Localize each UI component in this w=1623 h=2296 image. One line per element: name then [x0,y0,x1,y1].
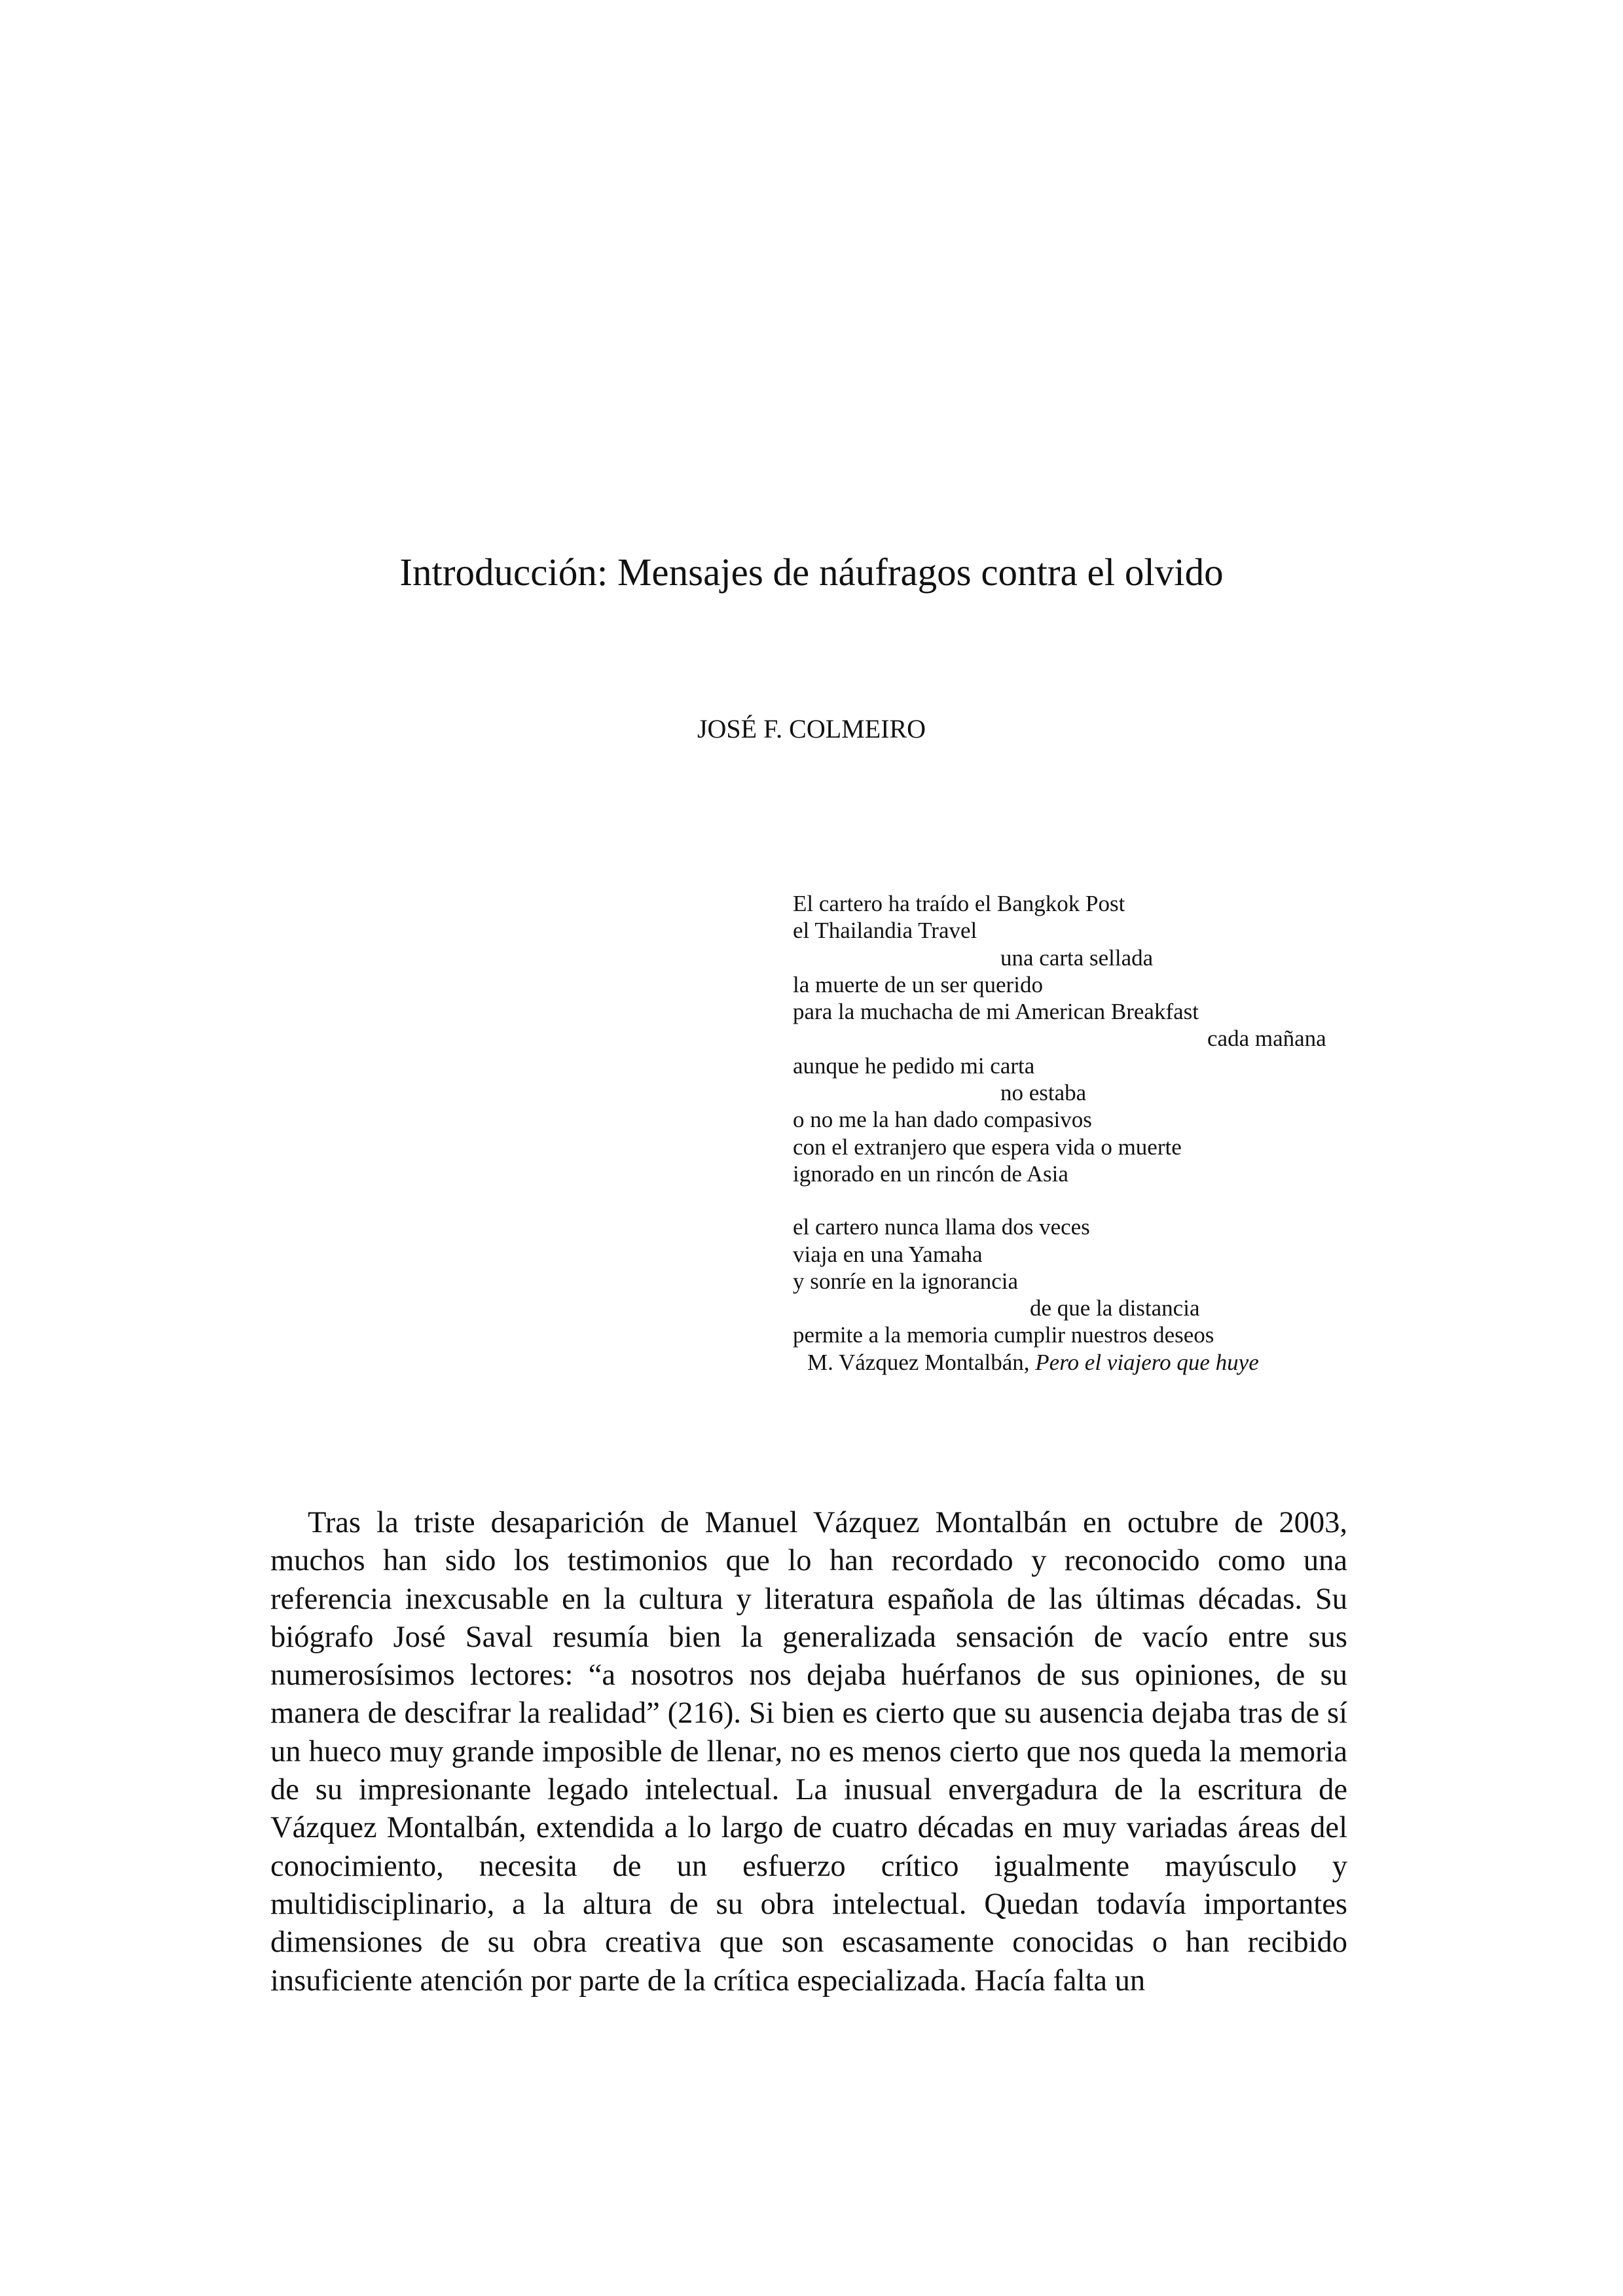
epigraph-line: el cartero nunca llama dos veces [793,1214,1090,1240]
stanza-break [793,1187,1349,1213]
page-title: Introducción: Mensajes de náufragos contra el olvido [399,550,1224,594]
epigraph-line: no estaba [1000,1080,1087,1106]
epigraph-line: de que la distancia [1030,1295,1200,1321]
epigraph-line: El cartero ha traído el Bangkok Post [793,891,1125,916]
epigraph-line: aunque he pedido mi carta [793,1052,1035,1079]
epigraph-line: cada mañana [1207,1026,1326,1052]
epigraph-line: viaja en una Yamaha [793,1241,983,1267]
body-paragraph: Tras la triste desaparición de Manuel Vázquez Montalbán en octubre de 2003, muchos han sido los testimonios que lo han recordado y reconocido como una referencia inexcusable en la cultura y literatura española de las últimas décadas. Su biógrafo José Saval resumía bien la generalizada sensación de vacío entre sus numerosísimos lectores: “a nosotros nos dejaba huérfanos de sus opiniones, de su manera de descifrar la realidad” (216). Si bien es cierto que su ausencia dejaba tras de sí un hueco muy grande imposible de llenar, no es menos cierto que nos queda la memoria de su impresionante legado intelectual. La inusual envergadura de la escritura de Vázquez Montalbán, extendida a lo largo de cuatro décadas en muy variadas áreas del conocimiento, necesita de un esfuerzo crítico igualmente mayúsculo y multidisciplinario, a la altura de su obra intelectual. Quedan todavía importantes dimensiones de su obra creativa que son escasamente conocidas o han recibido insuficiente atención por parte de la crítica especializada. Hacía falta un [270,1506,1347,1998]
epigraph-line: o no me la han dado compasivos [793,1107,1092,1133]
epigraph-line: para la muchacha de mi American Breakfast [793,999,1199,1025]
epigraph [793,890,1349,1376]
epigraph-line: con el extranjero que espera vida o muerte [793,1134,1182,1160]
epigraph-line: y sonríe en la ignorancia [793,1268,1019,1294]
epigraph-line: ignorado en un rincón de Asia [793,1160,1068,1187]
epigraph-line: la muerte de un ser querido [793,971,1043,997]
epigraph-attribution [793,1349,1349,1376]
attribution-author: M. Vázquez Montalbán, [807,1349,1030,1375]
epigraph-line: una carta sellada [1000,944,1154,971]
author-name: JOSÉ F. COLMEIRO [697,714,926,744]
epigraph-line: el Thailandia Travel [793,918,977,944]
epigraph-line: permite a la memoria cumplir nuestros deseos [793,1322,1214,1348]
attribution-work: Pero el viajero que huye [1035,1349,1259,1375]
